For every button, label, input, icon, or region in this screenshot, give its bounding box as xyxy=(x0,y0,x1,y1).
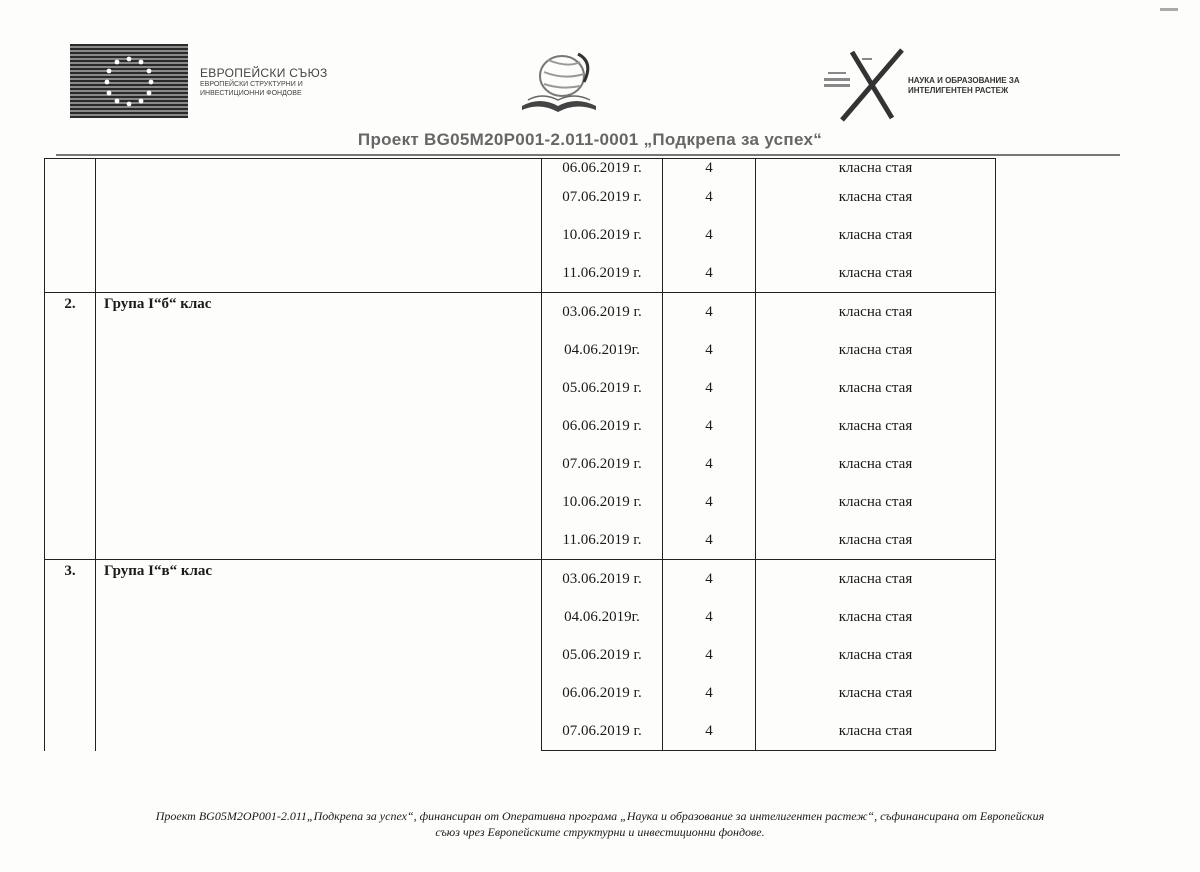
header-divider xyxy=(56,154,1120,156)
date-cell: 06.06.2019 г. xyxy=(542,674,663,712)
room-cell: класна стая xyxy=(756,178,996,216)
hours-cell: 4 xyxy=(663,445,756,483)
date-cell: 11.06.2019 г. xyxy=(542,521,663,560)
date-cell: 07.06.2019 г. xyxy=(542,445,663,483)
room-cell: класна стая xyxy=(756,331,996,369)
date-cell: 05.06.2019 г. xyxy=(542,636,663,674)
group-number xyxy=(45,159,96,293)
project-title: Проект BG05M20P001-2.011-0001 „Подкрепа за успех“ xyxy=(357,130,823,149)
room-cell: класна стая xyxy=(756,159,996,179)
room-cell: класна стая xyxy=(756,293,996,332)
hours-cell: 4 xyxy=(663,598,756,636)
hours-cell: 4 xyxy=(663,560,756,599)
schedule-body xyxy=(45,159,996,751)
hours-cell: 4 xyxy=(663,712,756,751)
date-cell: 11.06.2019 г. xyxy=(542,254,663,293)
date-cell: 10.06.2019 г. xyxy=(542,483,663,521)
room-cell: класна стая xyxy=(756,369,996,407)
program-line-2: ИНТЕЛИГЕНТЕН РАСТЕЖ xyxy=(908,86,1009,95)
hours-cell: 4 xyxy=(663,521,756,560)
table-row xyxy=(45,560,996,599)
room-cell: класна стая xyxy=(756,598,996,636)
room-cell: класна стая xyxy=(756,560,996,599)
room-cell: класна стая xyxy=(756,483,996,521)
hours-cell: 4 xyxy=(663,159,756,179)
eu-logo-text xyxy=(200,66,328,98)
group-name: Група I“в“ клас xyxy=(96,560,542,751)
hours-cell: 4 xyxy=(663,369,756,407)
date-cell: 06.06.2019 г. xyxy=(542,407,663,445)
eu-sub2: ИНВЕСТИЦИОННИ ФОНДОВЕ xyxy=(200,90,302,97)
eu-title: ЕВРОПЕЙСКИ СЪЮЗ xyxy=(200,66,328,80)
schedule-table xyxy=(44,158,996,751)
table-row xyxy=(45,293,996,332)
group-name xyxy=(96,159,542,293)
date-cell: 07.06.2019 г. xyxy=(542,178,663,216)
book-globe-logo xyxy=(518,48,600,118)
hours-cell: 4 xyxy=(663,331,756,369)
table-row xyxy=(45,159,996,179)
room-cell: класна стая xyxy=(756,674,996,712)
hours-cell: 4 xyxy=(663,216,756,254)
room-cell: класна стая xyxy=(756,445,996,483)
eu-flag-logo xyxy=(70,44,188,118)
hours-cell: 4 xyxy=(663,636,756,674)
hours-cell: 4 xyxy=(663,407,756,445)
program-logo-text xyxy=(908,76,1020,96)
footer-line-1: Проект BG05M2OP001-2.011„Подкрепа за успех“, финансиран от Оперативна програма „Наука и образование за интелигентен растеж“, съфинансирана от Европейския xyxy=(155,809,1045,823)
eu-sub1: ЕВРОПЕЙСКИ СТРУКТУРНИ И xyxy=(200,81,303,88)
group-number: 2. xyxy=(45,293,96,560)
footer-line-2: съюз чрез Европейските структурни и инвестиционни фондове. xyxy=(435,825,765,839)
date-cell: 03.06.2019 г. xyxy=(542,560,663,599)
group-name: Група I“б“ клас xyxy=(96,293,542,560)
room-cell: класна стая xyxy=(756,712,996,751)
hours-cell: 4 xyxy=(663,293,756,332)
page-footer xyxy=(40,808,1160,840)
science-education-logo xyxy=(822,48,908,122)
date-cell: 10.06.2019 г. xyxy=(542,216,663,254)
hours-cell: 4 xyxy=(663,254,756,293)
date-cell: 03.06.2019 г. xyxy=(542,293,663,332)
page-header xyxy=(0,0,1200,160)
scan-mark xyxy=(1160,8,1178,11)
hours-cell: 4 xyxy=(663,483,756,521)
room-cell: класна стая xyxy=(756,254,996,293)
room-cell: класна стая xyxy=(756,521,996,560)
date-cell: 04.06.2019г. xyxy=(542,331,663,369)
program-line-1: НАУКА И ОБРАЗОВАНИЕ ЗА xyxy=(908,76,1020,85)
date-cell: 04.06.2019г. xyxy=(542,598,663,636)
hours-cell: 4 xyxy=(663,674,756,712)
date-cell: 05.06.2019 г. xyxy=(542,369,663,407)
date-cell: 07.06.2019 г. xyxy=(542,712,663,751)
room-cell: класна стая xyxy=(756,216,996,254)
room-cell: класна стая xyxy=(756,407,996,445)
hours-cell: 4 xyxy=(663,178,756,216)
room-cell: класна стая xyxy=(756,636,996,674)
group-number: 3. xyxy=(45,560,96,751)
date-cell: 06.06.2019 г. xyxy=(542,159,663,179)
